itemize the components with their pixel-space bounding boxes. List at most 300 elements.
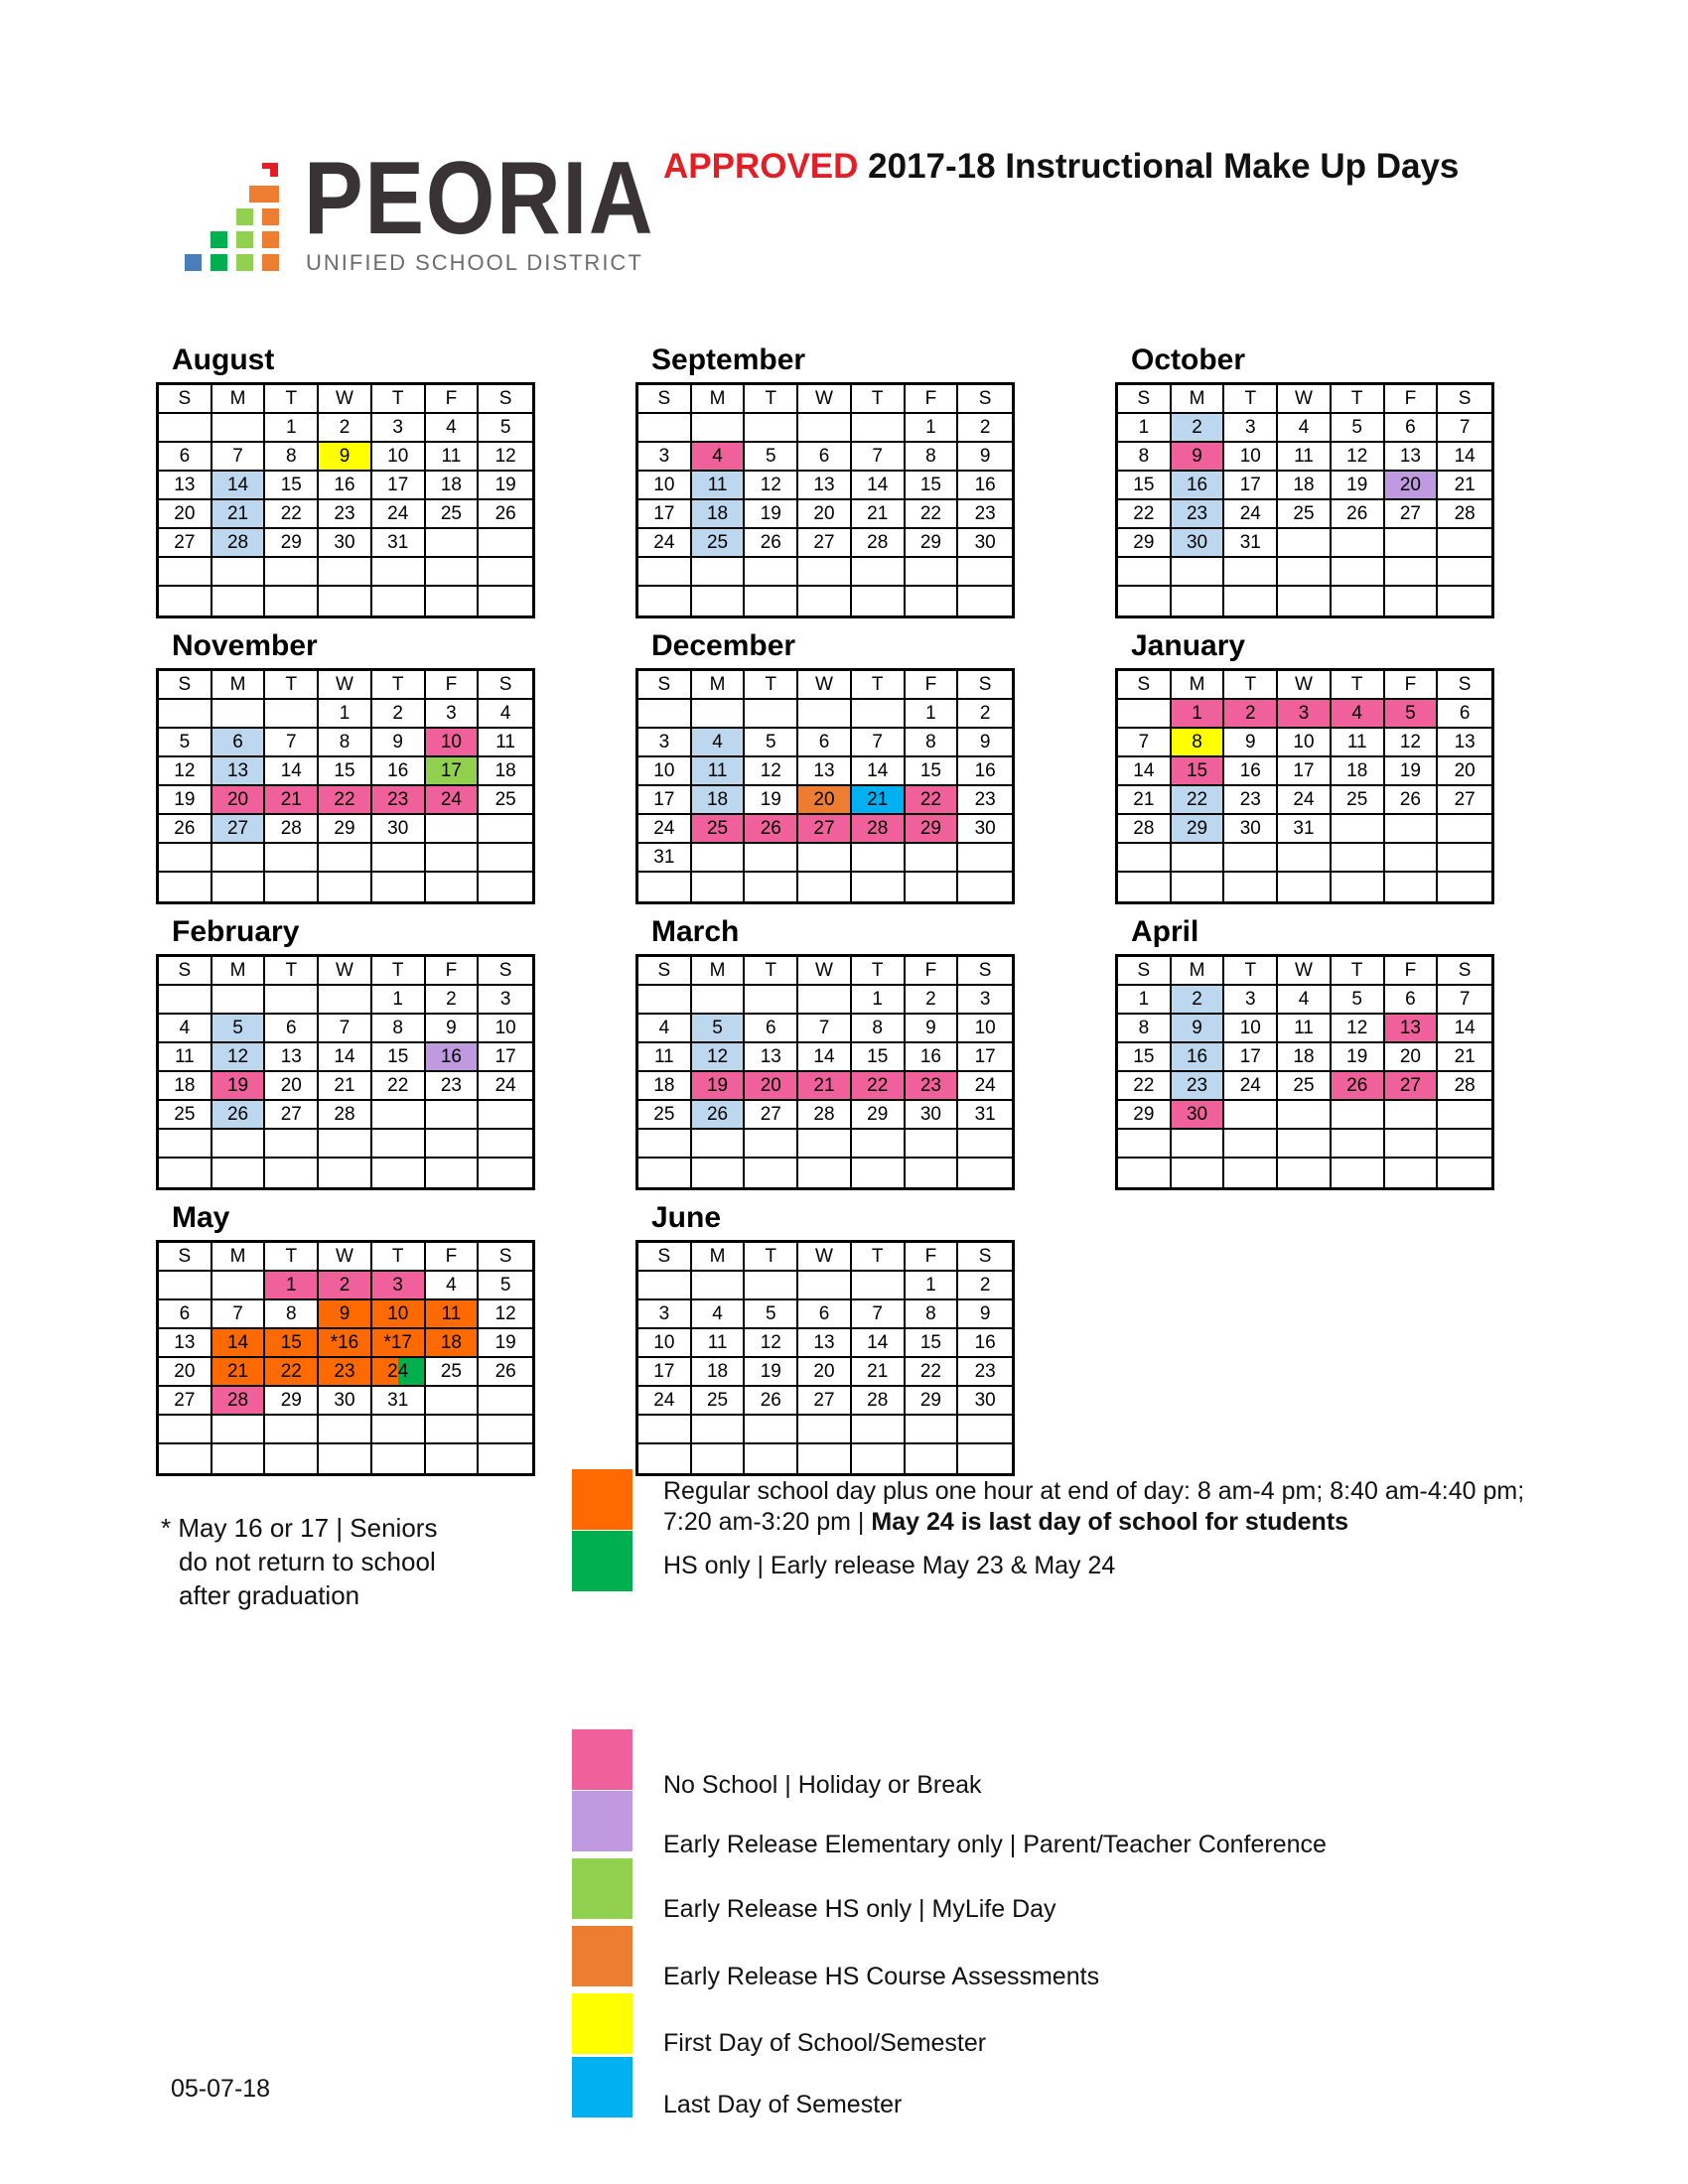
empty-cell: [479, 558, 532, 587]
day-cell: 28: [1438, 500, 1491, 529]
day-cell: 11: [638, 1043, 692, 1072]
empty-cell: [212, 844, 266, 873]
day-cell: 25: [1278, 500, 1332, 529]
day-cell: 26: [692, 1101, 746, 1130]
day-cell: 23: [319, 1358, 372, 1387]
empty-cell: [745, 1416, 798, 1444]
day-cell: 14: [212, 472, 266, 500]
empty-cell: [159, 587, 212, 615]
day-cell: 3: [372, 414, 426, 443]
empty-cell: [426, 1130, 480, 1159]
day-cell: 20: [1385, 1043, 1439, 1072]
day-cell: 18: [426, 1329, 480, 1358]
empty-cell: [692, 414, 746, 443]
weekday-header: W: [798, 385, 852, 414]
day-cell: 7: [212, 1300, 266, 1329]
empty-cell: [692, 1130, 746, 1159]
day-cell: 12: [692, 1043, 746, 1072]
day-cell: 4: [638, 1015, 692, 1043]
empty-cell: [1332, 529, 1385, 558]
day-cell: 10: [1278, 729, 1332, 757]
day-cell: 21: [852, 1358, 906, 1387]
weekday-header: M: [692, 1243, 746, 1272]
day-cell: 7: [798, 1015, 852, 1043]
day-cell: 17: [958, 1043, 1012, 1072]
empty-cell: [1172, 1159, 1225, 1187]
weekday-header: T: [1332, 671, 1385, 700]
day-cell: 30: [372, 815, 426, 844]
day-cell: 9: [958, 443, 1012, 472]
day-cell: 22: [906, 500, 959, 529]
day-cell: 25: [479, 786, 532, 815]
day-cell: 1: [906, 414, 959, 443]
day-cell: 22: [906, 786, 959, 815]
day-cell: 22: [1118, 500, 1172, 529]
day-cell: 19: [479, 1329, 532, 1358]
day-cell: 27: [798, 1387, 852, 1416]
empty-cell: [692, 1416, 746, 1444]
empty-cell: [319, 844, 372, 873]
day-cell: 29: [906, 815, 959, 844]
month-grid: [635, 1240, 1015, 1476]
empty-cell: [798, 844, 852, 873]
day-cell: 11: [159, 1043, 212, 1072]
empty-cell: [265, 873, 319, 901]
weekday-header: T: [265, 385, 319, 414]
empty-cell: [1385, 1159, 1439, 1187]
day-cell: 26: [745, 529, 798, 558]
day-cell: 1: [265, 414, 319, 443]
day-cell: 13: [1385, 443, 1439, 472]
day-cell: 28: [1118, 815, 1172, 844]
day-cell: 13: [1385, 1015, 1439, 1043]
legend-label: Early Release HS Course Assessments: [663, 1963, 1100, 1990]
day-cell: 6: [798, 729, 852, 757]
day-cell: 11: [1332, 729, 1385, 757]
day-cell: 15: [1118, 472, 1172, 500]
day-cell: 26: [1332, 500, 1385, 529]
empty-cell: [159, 1159, 212, 1187]
empty-cell: [1118, 587, 1172, 615]
day-cell: 8: [906, 729, 959, 757]
empty-cell: [1224, 587, 1278, 615]
empty-cell: [319, 1130, 372, 1159]
empty-cell: [426, 1387, 480, 1416]
empty-cell: [638, 587, 692, 615]
day-cell: 17: [1278, 757, 1332, 786]
weekday-header: T: [852, 385, 906, 414]
day-cell: 28: [852, 1387, 906, 1416]
day-cell: 20: [745, 1072, 798, 1101]
empty-cell: [265, 700, 319, 729]
day-cell: 10: [1224, 443, 1278, 472]
weekday-header: M: [1172, 385, 1225, 414]
day-cell: 12: [745, 1329, 798, 1358]
empty-cell: [1224, 1159, 1278, 1187]
day-cell: 3: [1224, 986, 1278, 1015]
weekday-header: T: [265, 1243, 319, 1272]
day-cell: 22: [319, 786, 372, 815]
day-cell: 3: [638, 443, 692, 472]
empty-cell: [319, 558, 372, 587]
empty-cell: [372, 844, 426, 873]
day-cell: 26: [212, 1101, 266, 1130]
day-cell: 27: [159, 529, 212, 558]
day-cell: 3: [958, 986, 1012, 1015]
legend-swatch-lavender: [572, 1791, 633, 1851]
day-cell: 30: [319, 529, 372, 558]
month-title: October: [1131, 343, 1246, 376]
empty-cell: [372, 558, 426, 587]
day-cell: 20: [1385, 472, 1439, 500]
day-cell: 6: [1385, 414, 1439, 443]
day-cell: 30: [958, 1387, 1012, 1416]
day-cell: 11: [692, 757, 746, 786]
weekday-header: M: [1172, 671, 1225, 700]
weekday-header: S: [958, 671, 1012, 700]
empty-cell: [1172, 558, 1225, 587]
legend-line: Regular school day plus one hour at end of day: 8 am-4 pm; 8:40 am-4:40 pm;: [663, 1477, 1525, 1505]
day-cell: 21: [212, 500, 266, 529]
weekday-header: S: [159, 671, 212, 700]
empty-cell: [1438, 1101, 1491, 1130]
day-cell: 17: [638, 500, 692, 529]
empty-cell: [798, 873, 852, 901]
day-cell: 8: [906, 1300, 959, 1329]
day-cell: 12: [1332, 443, 1385, 472]
day-cell: 15: [265, 472, 319, 500]
weekday-header: T: [372, 957, 426, 986]
empty-cell: [852, 1416, 906, 1444]
empty-cell: [479, 1416, 532, 1444]
empty-cell: [852, 558, 906, 587]
empty-cell: [159, 1130, 212, 1159]
legend-swatch-lime: [572, 1858, 633, 1919]
day-cell: 7: [852, 443, 906, 472]
empty-cell: [159, 700, 212, 729]
month-title: December: [651, 629, 796, 662]
day-cell: 9: [1172, 443, 1225, 472]
empty-cell: [1332, 1159, 1385, 1187]
empty-cell: [745, 587, 798, 615]
day-cell: 26: [745, 1387, 798, 1416]
day-cell: 1: [319, 700, 372, 729]
empty-cell: [159, 558, 212, 587]
empty-cell: [265, 558, 319, 587]
empty-cell: [958, 873, 1012, 901]
empty-cell: [319, 873, 372, 901]
day-cell: 15: [1118, 1043, 1172, 1072]
empty-cell: [692, 1272, 746, 1300]
day-cell: 16: [1172, 472, 1225, 500]
empty-cell: [159, 1444, 212, 1473]
day-cell: 24: [1224, 500, 1278, 529]
day-cell: 9: [906, 1015, 959, 1043]
empty-cell: [1385, 1130, 1439, 1159]
day-cell: 16: [1224, 757, 1278, 786]
day-cell: 20: [265, 1072, 319, 1101]
empty-cell: [479, 815, 532, 844]
day-cell: 23: [958, 1358, 1012, 1387]
day-cell: 25: [638, 1101, 692, 1130]
day-cell: 28: [852, 529, 906, 558]
day-cell: 5: [1332, 414, 1385, 443]
weekday-header: M: [212, 1243, 266, 1272]
day-cell: 2: [1224, 700, 1278, 729]
empty-cell: [1118, 1159, 1172, 1187]
day-cell: 21: [852, 786, 906, 815]
empty-cell: [798, 986, 852, 1015]
weekday-header: F: [1385, 671, 1439, 700]
empty-cell: [798, 558, 852, 587]
day-cell: 4: [426, 414, 480, 443]
day-cell: 23: [1172, 500, 1225, 529]
day-cell: 22: [265, 1358, 319, 1387]
empty-cell: [958, 844, 1012, 873]
day-cell: 6: [212, 729, 266, 757]
day-cell: 18: [159, 1072, 212, 1101]
day-cell: 22: [1118, 1072, 1172, 1101]
day-cell: 5: [745, 1300, 798, 1329]
day-cell: 6: [745, 1015, 798, 1043]
day-cell: 24: [372, 1358, 426, 1387]
day-cell: 11: [426, 443, 480, 472]
title-approved: APPROVED: [663, 147, 859, 186]
weekday-header: S: [159, 957, 212, 986]
day-cell: 8: [372, 1015, 426, 1043]
empty-cell: [798, 1444, 852, 1473]
footnote-line: after graduation: [179, 1580, 360, 1610]
day-cell: 16: [372, 757, 426, 786]
day-cell: 13: [159, 472, 212, 500]
empty-cell: [1332, 873, 1385, 901]
day-cell: 18: [1332, 757, 1385, 786]
weekday-header: W: [319, 1243, 372, 1272]
day-cell: 28: [852, 815, 906, 844]
date-stamp: 05-07-18: [171, 2075, 271, 2103]
month-grid: [156, 668, 535, 904]
empty-cell: [1332, 815, 1385, 844]
day-cell: 18: [638, 1072, 692, 1101]
day-cell: 30: [1172, 529, 1225, 558]
empty-cell: [319, 1444, 372, 1473]
empty-cell: [906, 873, 959, 901]
empty-cell: [638, 1272, 692, 1300]
weekday-header: M: [212, 671, 266, 700]
empty-cell: [798, 414, 852, 443]
weekday-header: M: [212, 385, 266, 414]
empty-cell: [852, 587, 906, 615]
day-cell: 5: [212, 1015, 266, 1043]
empty-cell: [745, 986, 798, 1015]
day-cell: 24: [1278, 786, 1332, 815]
empty-cell: [479, 1130, 532, 1159]
page-title: [663, 147, 1459, 187]
empty-cell: [745, 558, 798, 587]
empty-cell: [638, 1130, 692, 1159]
day-cell: 7: [319, 1015, 372, 1043]
day-cell: 18: [692, 786, 746, 815]
day-cell: 1: [265, 1272, 319, 1300]
weekday-header: S: [1438, 671, 1491, 700]
day-cell: 29: [265, 1387, 319, 1416]
day-cell: 5: [692, 1015, 746, 1043]
day-cell: 6: [798, 1300, 852, 1329]
day-cell: 14: [319, 1043, 372, 1072]
empty-cell: [638, 414, 692, 443]
month-title: January: [1131, 629, 1246, 662]
month-grid: [156, 1240, 535, 1476]
weekday-header: T: [372, 385, 426, 414]
empty-cell: [906, 587, 959, 615]
weekday-header: S: [1118, 671, 1172, 700]
weekday-header: S: [638, 1243, 692, 1272]
legend-swatch-green: [572, 1531, 633, 1591]
day-cell: 28: [265, 815, 319, 844]
day-cell: 24: [426, 786, 480, 815]
empty-cell: [1224, 1130, 1278, 1159]
empty-cell: [1118, 844, 1172, 873]
day-cell: 28: [319, 1101, 372, 1130]
empty-cell: [1332, 1130, 1385, 1159]
day-cell: 4: [692, 729, 746, 757]
day-cell: 21: [1438, 1043, 1491, 1072]
legend-label: Last Day of Semester: [663, 2091, 903, 2118]
day-cell: 25: [426, 1358, 480, 1387]
legend-line-bold: May 24 is last day of school for students: [871, 1508, 1349, 1536]
weekday-header: M: [692, 671, 746, 700]
day-cell: 4: [1278, 986, 1332, 1015]
weekday-header: T: [1224, 957, 1278, 986]
empty-cell: [372, 1416, 426, 1444]
day-cell: 3: [372, 1272, 426, 1300]
day-cell: 6: [1385, 986, 1439, 1015]
empty-cell: [159, 844, 212, 873]
day-cell: 19: [1332, 472, 1385, 500]
month-title: April: [1131, 915, 1199, 948]
day-cell: 15: [1172, 757, 1225, 786]
day-cell: 15: [265, 1329, 319, 1358]
legend-swatch-yellow: [572, 1993, 633, 2054]
empty-cell: [638, 1416, 692, 1444]
day-cell: 21: [1438, 472, 1491, 500]
empty-cell: [426, 1159, 480, 1187]
day-cell: 18: [426, 472, 480, 500]
day-cell: 9: [319, 1300, 372, 1329]
day-cell: 21: [798, 1072, 852, 1101]
empty-cell: [1224, 558, 1278, 587]
weekday-header: F: [1385, 385, 1439, 414]
day-cell: 9: [426, 1015, 480, 1043]
day-cell: 19: [745, 1358, 798, 1387]
day-cell: 5: [745, 443, 798, 472]
day-cell: 3: [638, 729, 692, 757]
weekday-header: M: [692, 385, 746, 414]
day-cell: 11: [692, 1329, 746, 1358]
day-cell: 7: [265, 729, 319, 757]
empty-cell: [1385, 873, 1439, 901]
day-cell: 15: [372, 1043, 426, 1072]
day-cell: 8: [265, 443, 319, 472]
empty-cell: [426, 873, 480, 901]
day-cell: 9: [372, 729, 426, 757]
empty-cell: [1438, 815, 1491, 844]
empty-cell: [372, 873, 426, 901]
weekday-header: W: [798, 957, 852, 986]
weekday-header: S: [1438, 385, 1491, 414]
empty-cell: [1438, 873, 1491, 901]
day-cell: 17: [426, 757, 480, 786]
day-cell: 21: [212, 1358, 266, 1387]
day-cell: 5: [159, 729, 212, 757]
day-cell: 5: [479, 414, 532, 443]
day-cell: 6: [159, 443, 212, 472]
empty-cell: [372, 1444, 426, 1473]
empty-cell: [906, 1444, 959, 1473]
day-cell: 16: [319, 472, 372, 500]
month-title: August: [172, 343, 275, 376]
empty-cell: [479, 1444, 532, 1473]
day-cell: 5: [479, 1272, 532, 1300]
day-cell: 29: [906, 1387, 959, 1416]
empty-cell: [745, 873, 798, 901]
day-cell: 6: [159, 1300, 212, 1329]
day-cell: 3: [426, 700, 480, 729]
day-cell: 24: [372, 500, 426, 529]
empty-cell: [372, 587, 426, 615]
empty-cell: [159, 1416, 212, 1444]
day-cell: 25: [692, 529, 746, 558]
month-grid: [1115, 668, 1494, 904]
empty-cell: [798, 1159, 852, 1187]
empty-cell: [212, 1130, 266, 1159]
empty-cell: [906, 558, 959, 587]
day-cell: 12: [159, 757, 212, 786]
month-grid: [156, 954, 535, 1190]
day-cell: 16: [958, 757, 1012, 786]
logo-subtitle: UNIFIED SCHOOL DISTRICT: [306, 250, 643, 275]
day-cell: 12: [479, 443, 532, 472]
day-cell: 14: [852, 757, 906, 786]
empty-cell: [426, 815, 480, 844]
day-cell: 7: [852, 729, 906, 757]
day-cell: 4: [479, 700, 532, 729]
day-cell: 29: [852, 1101, 906, 1130]
footnote-line: do not return to school: [179, 1547, 436, 1576]
day-cell: 1: [906, 1272, 959, 1300]
day-cell: 15: [906, 472, 959, 500]
weekday-header: S: [479, 671, 532, 700]
weekday-header: F: [1385, 957, 1439, 986]
day-cell: 30: [958, 529, 1012, 558]
day-cell: 28: [212, 1387, 266, 1416]
empty-cell: [745, 414, 798, 443]
day-cell: 29: [265, 529, 319, 558]
day-cell: 19: [159, 786, 212, 815]
weekday-header: S: [1118, 957, 1172, 986]
day-cell: 20: [159, 500, 212, 529]
day-cell: 2: [319, 414, 372, 443]
day-cell: 6: [265, 1015, 319, 1043]
empty-cell: [1438, 1130, 1491, 1159]
day-cell: 18: [1278, 1043, 1332, 1072]
weekday-header: S: [958, 957, 1012, 986]
day-cell: 14: [1118, 757, 1172, 786]
day-cell: 14: [852, 1329, 906, 1358]
empty-cell: [1172, 844, 1225, 873]
month-title: September: [651, 343, 806, 376]
weekday-header: T: [745, 957, 798, 986]
